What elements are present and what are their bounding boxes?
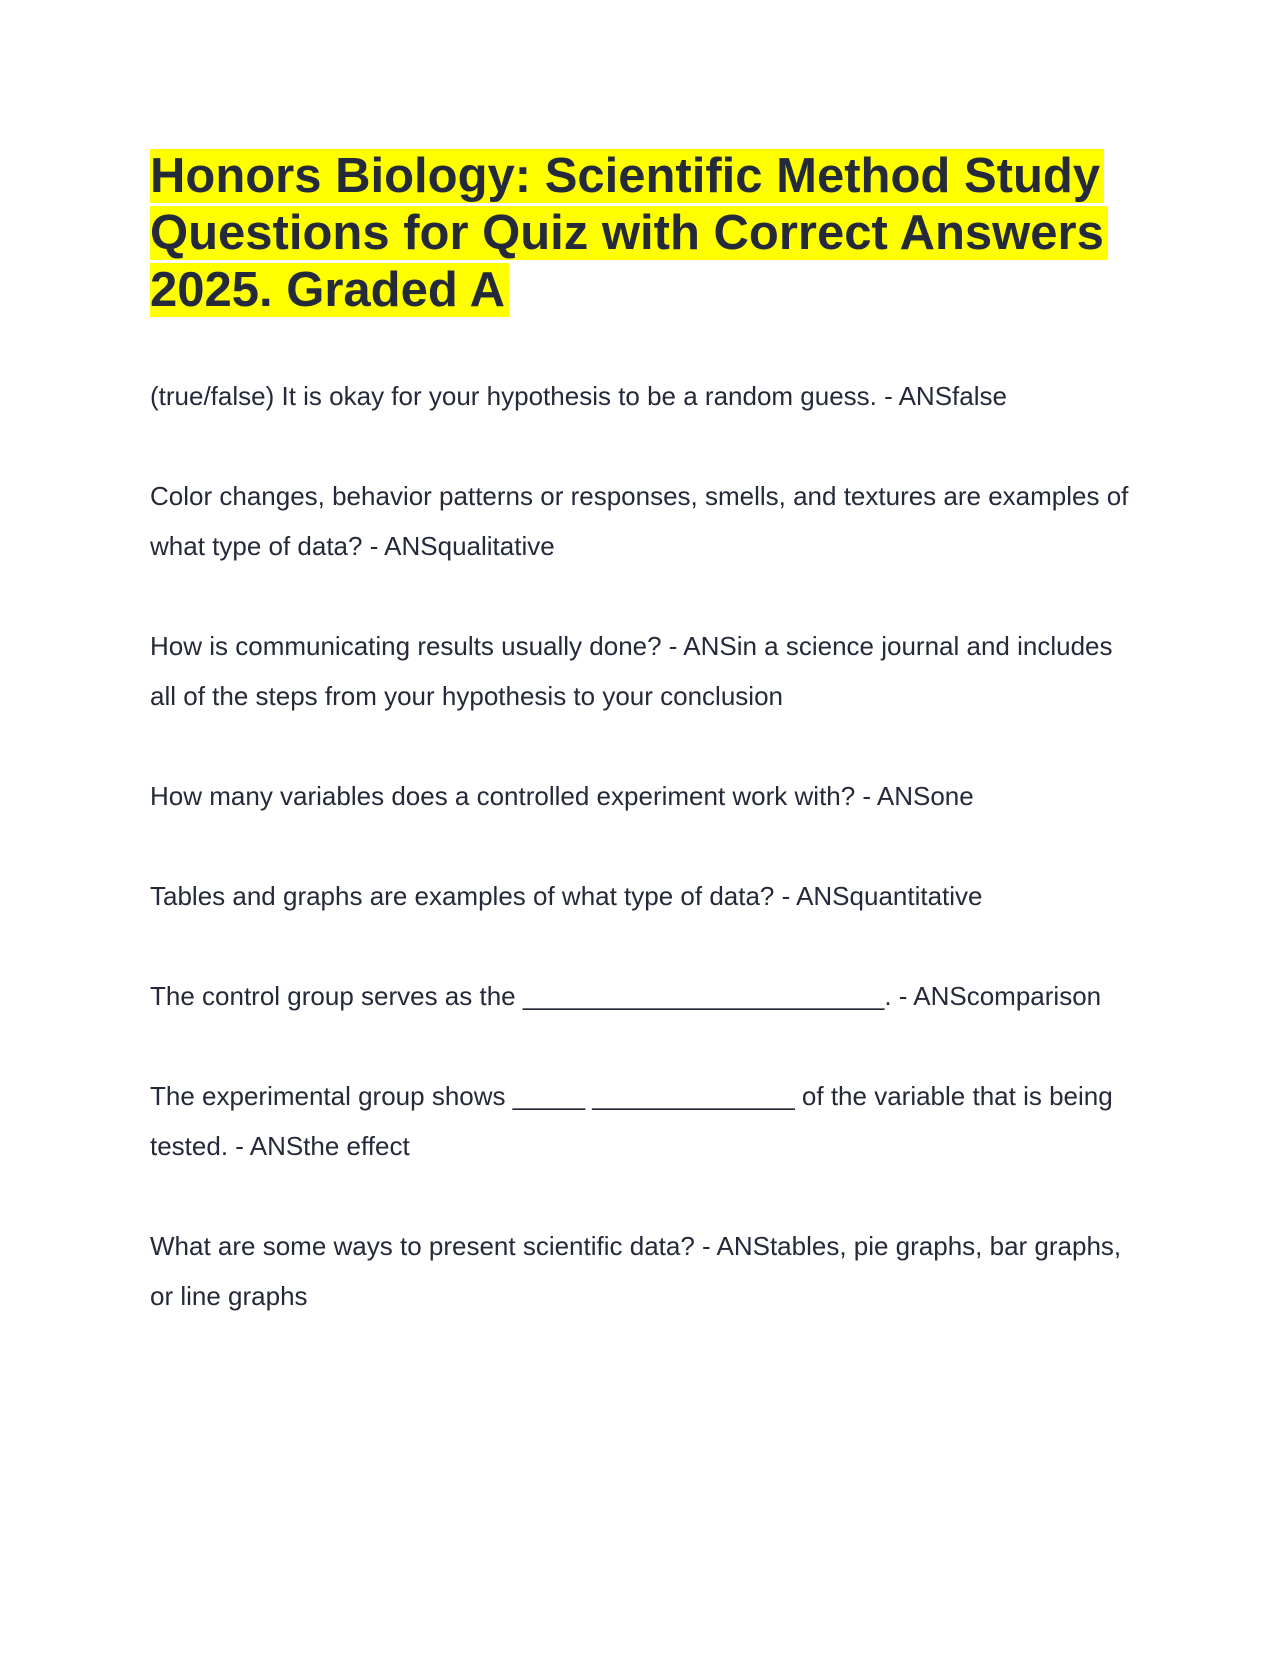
qa-item-control-group: The control group serves as the _________________________. - ANScomparison (150, 981, 1102, 1011)
qa-item-present-data: What are some ways to present scientific data? - ANStables, pie graphs, bar graphs, or line graphs (150, 1231, 1129, 1311)
qa-item-communicating-results: How is communicating results usually done? - ANSin a science journal and includes all of the steps from your hypothesis to your conclusion (150, 631, 1120, 711)
qa-item-qualitative-data: Color changes, behavior patterns or responses, smells, and textures are examples of what type of data? - ANSqualitative (150, 481, 1136, 561)
question-answer-list (150, 371, 1135, 1321)
qa-item-variables: How many variables does a controlled experiment work with? - ANSone (150, 781, 974, 811)
document-title (150, 148, 1135, 319)
document-page (150, 148, 1135, 1371)
qa-item-hypothesis: (true/false) It is okay for your hypothesis to be a random guess. - ANSfalse (150, 381, 1007, 411)
qa-item-quantitative-data: Tables and graphs are examples of what type of data? - ANSquantitative (150, 881, 983, 911)
title-highlight: Honors Biology: Scientific Method Study Questions for Quiz with Correct Answers 2025. Graded A (150, 149, 1108, 317)
qa-item-experimental-group: The experimental group shows _____ ______________ of the variable that is being tested. - ANSthe effect (150, 1081, 1120, 1161)
